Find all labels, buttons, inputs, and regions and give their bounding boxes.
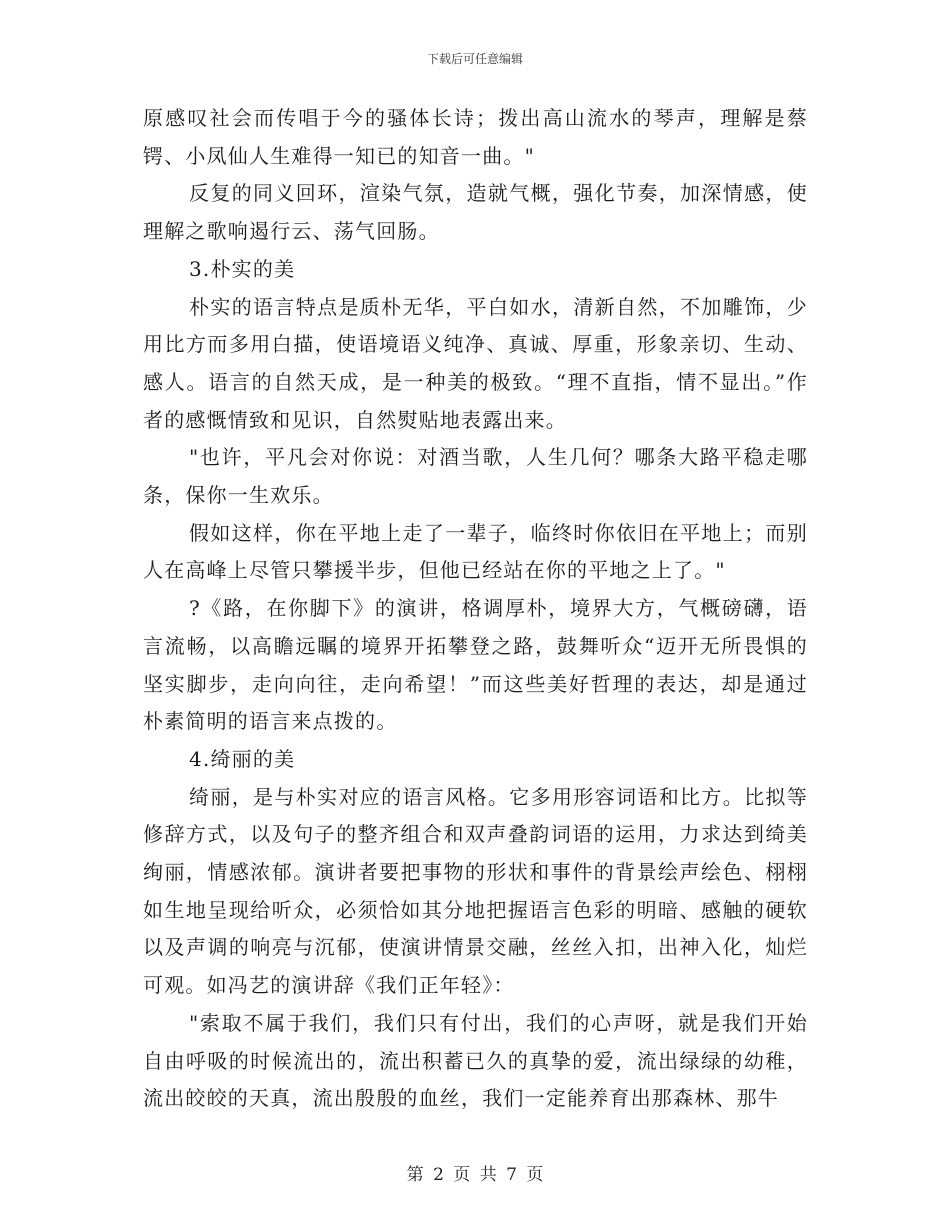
section-heading: 4.绮丽的美 — [189, 746, 296, 771]
document-body — [143, 100, 808, 1118]
paragraph: 朴实的语言特点是质朴无华，平白如水，清新自然，不加雕饰，少用比方而多用白描，使语境语义纯净、真诚、厚重，形象亲切、生动、感人。语言的自然天成，是一种美的极致。“理不直指，情不显出。”作者的感慨情致和见识，自然熨贴地表露出来。 — [143, 294, 808, 432]
paragraph: 绮丽，是与朴实对应的语言风格。它多用形容词语和比方。比拟等修辞方式，以及句子的整齐组合和双声叠韵词语的运用，力求达到绮美绚丽，情感浓郁。演讲者要把事物的形状和事件的背景绘声绘色、栩栩如生地呈现给听众，必须恰如其分地把握语言色彩的明暗、感触的硬软以及声调的响亮与沉郁，使演讲情景交融，丝丝入扣，出神入化，灿烂可观。如冯艺的演讲辞《我们正年轻》： — [143, 784, 808, 998]
section-heading: 3.朴实的美 — [189, 256, 296, 281]
quote-paragraph: "也许，平凡会对你说：对酒当歌，人生几何？哪条大路平稳走哪条，保你一生欢乐。 — [143, 445, 808, 508]
quote-paragraph: "索取不属于我们，我们只有付出，我们的心声呀，就是我们开始自由呼吸的时候流出的，流出积蓄已久的真挚的爱，流出绿绿的幼稚，流出皎皎的天真，流出殷殷的血丝，我们一定能养育出那森林、那牛 — [143, 1010, 808, 1111]
paragraph: 原感叹社会而传唱于今的骚体长诗；拨出高山流水的琴声，理解是蔡锷、小凤仙人生难得一知已的知音一曲。" — [143, 106, 808, 168]
paragraph: 反复的同义回环，渲染气氛，造就气概，强化节奏，加深情感，使理解之歌响遏行云、荡气回肠。 — [143, 181, 808, 244]
paragraph: ?《路，在你脚下》的演讲，格调厚朴，境界大方，气概磅礴，语言流畅，以高瞻远瞩的境界开拓攀登之路，鼓舞听众“迈开无所畏惧的坚实脚步，走向向往，走向希望！”而这些美好哲理的表达，却是通过朴素简明的语言来点拨的。 — [143, 596, 808, 734]
page-header-note: 下载后可任意编辑 — [426, 52, 523, 66]
page-number: 第 2 页 共 7 页 — [406, 1165, 544, 1185]
quote-paragraph: 假如这样，你在平地上走了一辈子，临终时你依旧在平地上；而别人在高峰上尽管只攀援半步，但他已经站在你的平地之上了。" — [143, 520, 808, 583]
